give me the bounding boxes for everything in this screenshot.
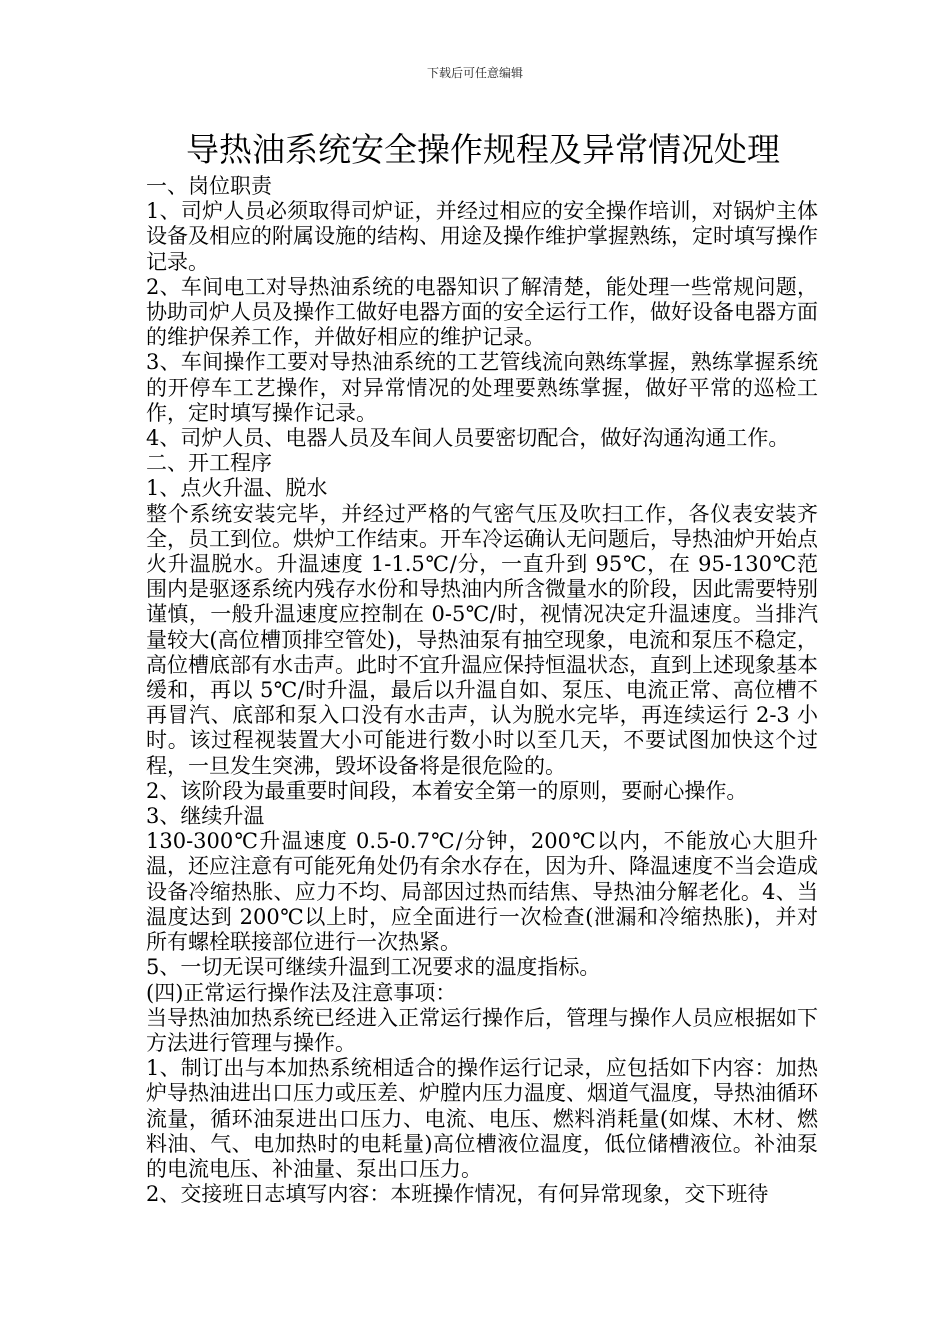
paragraph: 1、制订出与本加热系统相适合的操作运行记录，应包括如下内容：加热炉导热油进出口压力或压差、炉膛内压力温度、烟道气温度，导热油循环流量，循环油泵进出口压力、电流、电压、燃料消耗量(如煤、木材、燃料油、气、电加热时的电耗量)高位槽液位温度，低位储槽液位。补油泵的电流电压、补油量、泵出口压力。	[146, 1056, 818, 1181]
subsection-heading: 3、继续升温	[146, 804, 265, 829]
paragraph: 1、司炉人员必须取得司炉证，并经过相应的安全操作培训，对锅炉主体设备及相应的附属设施的结构、用途及操作维护掌握熟练，定时填写操作记录。	[146, 199, 818, 274]
paragraph: 2、交接班日志填写内容：本班操作情况，有何异常现象，交下班待	[146, 1182, 769, 1207]
document-title: 导热油系统安全操作规程及异常情况处理	[186, 130, 780, 169]
paragraph: 当导热油加热系统已经进入正常运行操作后，管理与操作人员应根据如下方法进行管理与操作。	[146, 1005, 818, 1055]
paragraph: 整个系统安装完毕，并经过严格的气密气压及吹扫工作，各仪表安装齐全，员工到位。烘炉工作结束。开车冷运确认无问题后，导热油炉开始点火升温脱水。升温速度 1-1.5℃/分，一直升到 95℃，在 95-130℃范围内是驱逐系统内残存水份和导热油内所含微量水的阶段，因此需要特别谨慎，一般升温速度应控制在 0-5℃/时，视情况决定升温速度。当排汽量较大(高位槽顶排空管处)，导热油泵有抽空现象，电流和泵压不稳定，高位槽底部有水击声。此时不宜升温应保持恒温状态，直到上述现象基本缓和，再以 5℃/时升温，最后以升温自如、泵压、电流正常、高位槽不再冒汽、底部和泵入口没有水击声，认为脱水完毕，再连续运行 2-3 小时。该过程视装置大小可能进行数小时以至几天，不要试图加快这个过程，一旦发生突沸，毁坏设备将是很危险的。	[146, 501, 818, 778]
subsection-heading: 1、点火升温、脱水	[146, 476, 328, 501]
paragraph: 2、车间电工对导热油系统的电器知识了解清楚，能处理一些常规问题，协助司炉人员及操作工做好电器方面的安全运行工作，做好设备电器方面的维护保养工作，并做好相应的维护记录。	[146, 274, 818, 350]
header-note: 下载后可任意编辑	[426, 66, 523, 80]
paragraph: 5、一切无误可继续升温到工况要求的温度指标。	[146, 955, 601, 980]
paragraph: 130-300℃升温速度 0.5-0.7℃/分钟，200℃以内，不能放心大胆升温，还应注意有可能死角处仍有余水存在，因为升、降温速度不当会造成设备冷缩热胀、应力不均、局部因过热而结焦、导热油分解老化。4、当温度达到 200℃以上时，应全面进行一次检查(泄漏和冷缩热胀)，并对所有螺栓联接部位进行一次热紧。	[146, 829, 818, 955]
document-body	[146, 174, 818, 1207]
section-heading: 一、岗位职责	[146, 174, 272, 198]
paragraph: 2、该阶段为最重要时间段，本着安全第一的原则，要耐心操作。	[146, 778, 748, 803]
section-heading: (四)正常运行操作法及注意事项：	[146, 980, 457, 1005]
paragraph: 3、车间操作工要对导热油系统的工艺管线流向熟练掌握，熟练掌握系统的开停车工艺操作，对异常情况的处理要熟练掌握，做好平常的巡检工作，定时填写操作记录。	[146, 350, 818, 425]
paragraph: 4、司炉人员、电器人员及车间人员要密切配合，做好沟通沟通工作。	[146, 426, 790, 451]
section-heading: 二、开工程序	[146, 451, 272, 476]
